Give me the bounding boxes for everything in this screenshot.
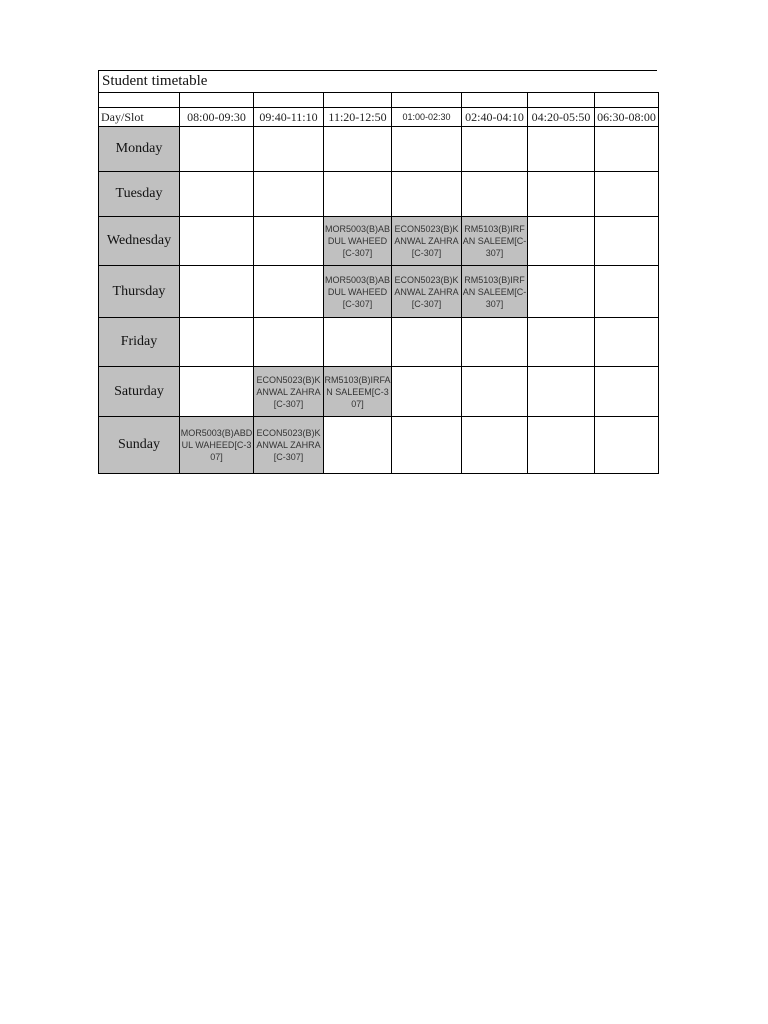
- empty-slot: [528, 217, 595, 266]
- slot-header: 02:40-04:10: [462, 108, 528, 127]
- empty-slot: [462, 417, 528, 474]
- day-row-thursday: [99, 266, 659, 318]
- empty-slot: [595, 217, 659, 266]
- blank-cell: [595, 93, 659, 108]
- empty-slot: [392, 318, 462, 367]
- empty-slot: [595, 266, 659, 318]
- empty-slot: [324, 318, 392, 367]
- empty-slot: [254, 217, 324, 266]
- empty-slot: [180, 127, 254, 172]
- empty-slot: [254, 266, 324, 318]
- empty-slot: [254, 172, 324, 217]
- empty-slot: [595, 367, 659, 417]
- empty-slot: [392, 127, 462, 172]
- blank-cell: [528, 93, 595, 108]
- empty-slot: [392, 417, 462, 474]
- day-label: Wednesday: [99, 217, 180, 266]
- slot-header: 08:00-09:30: [180, 108, 254, 127]
- empty-slot: [595, 127, 659, 172]
- empty-slot: [462, 172, 528, 217]
- day-row-saturday: [99, 367, 659, 417]
- empty-slot: [324, 127, 392, 172]
- class-entry: ECON5023(B)KANWAL ZAHRA[C-307]: [254, 417, 324, 474]
- blank-cell: [180, 93, 254, 108]
- empty-slot: [392, 367, 462, 417]
- empty-slot: [528, 417, 595, 474]
- blank-row: [99, 93, 659, 108]
- header-row: [99, 108, 659, 127]
- empty-slot: [254, 127, 324, 172]
- blank-cell: [99, 93, 180, 108]
- empty-slot: [528, 127, 595, 172]
- day-row-wednesday: [99, 217, 659, 266]
- empty-slot: [254, 318, 324, 367]
- day-label: Thursday: [99, 266, 180, 318]
- day-row-tuesday: [99, 172, 659, 217]
- empty-slot: [528, 266, 595, 318]
- empty-slot: [595, 318, 659, 367]
- timetable: [98, 92, 659, 474]
- empty-slot: [462, 318, 528, 367]
- blank-cell: [324, 93, 392, 108]
- blank-cell: [254, 93, 324, 108]
- class-entry: RM5103(B)IRFAN SALEEM[C-307]: [462, 217, 528, 266]
- empty-slot: [462, 367, 528, 417]
- slot-header: 01:00-02:30: [392, 108, 462, 127]
- slot-header: 04:20-05:50: [528, 108, 595, 127]
- class-entry: ECON5023(B)KANWAL ZAHRA[C-307]: [254, 367, 324, 417]
- day-label: Friday: [99, 318, 180, 367]
- empty-slot: [528, 172, 595, 217]
- page-title: Student timetable: [98, 70, 657, 92]
- empty-slot: [595, 417, 659, 474]
- day-row-friday: [99, 318, 659, 367]
- empty-slot: [462, 127, 528, 172]
- class-entry: MOR5003(B)ABDUL WAHEED[C-307]: [324, 217, 392, 266]
- empty-slot: [528, 367, 595, 417]
- empty-slot: [180, 217, 254, 266]
- day-row-monday: [99, 127, 659, 172]
- slot-header: 09:40-11:10: [254, 108, 324, 127]
- empty-slot: [180, 318, 254, 367]
- empty-slot: [528, 318, 595, 367]
- class-entry: MOR5003(B)ABDUL WAHEED[C-307]: [180, 417, 254, 474]
- day-label: Saturday: [99, 367, 180, 417]
- empty-slot: [180, 172, 254, 217]
- class-entry: MOR5003(B)ABDUL WAHEED[C-307]: [324, 266, 392, 318]
- empty-slot: [324, 172, 392, 217]
- day-label: Monday: [99, 127, 180, 172]
- empty-slot: [324, 417, 392, 474]
- empty-slot: [180, 367, 254, 417]
- class-entry: ECON5023(B)KANWAL ZAHRA[C-307]: [392, 217, 462, 266]
- slot-header: 06:30-08:00: [595, 108, 659, 127]
- blank-cell: [462, 93, 528, 108]
- day-row-sunday: [99, 417, 659, 474]
- empty-slot: [595, 172, 659, 217]
- day-label: Sunday: [99, 417, 180, 474]
- blank-cell: [392, 93, 462, 108]
- empty-slot: [180, 266, 254, 318]
- class-entry: RM5103(B)IRFAN SALEEM[C-307]: [324, 367, 392, 417]
- slot-header: 11:20-12:50: [324, 108, 392, 127]
- class-entry: ECON5023(B)KANWAL ZAHRA[C-307]: [392, 266, 462, 318]
- day-label: Tuesday: [99, 172, 180, 217]
- empty-slot: [392, 172, 462, 217]
- day-slot-header: Day/Slot: [99, 108, 180, 127]
- class-entry: RM5103(B)IRFAN SALEEM[C-307]: [462, 266, 528, 318]
